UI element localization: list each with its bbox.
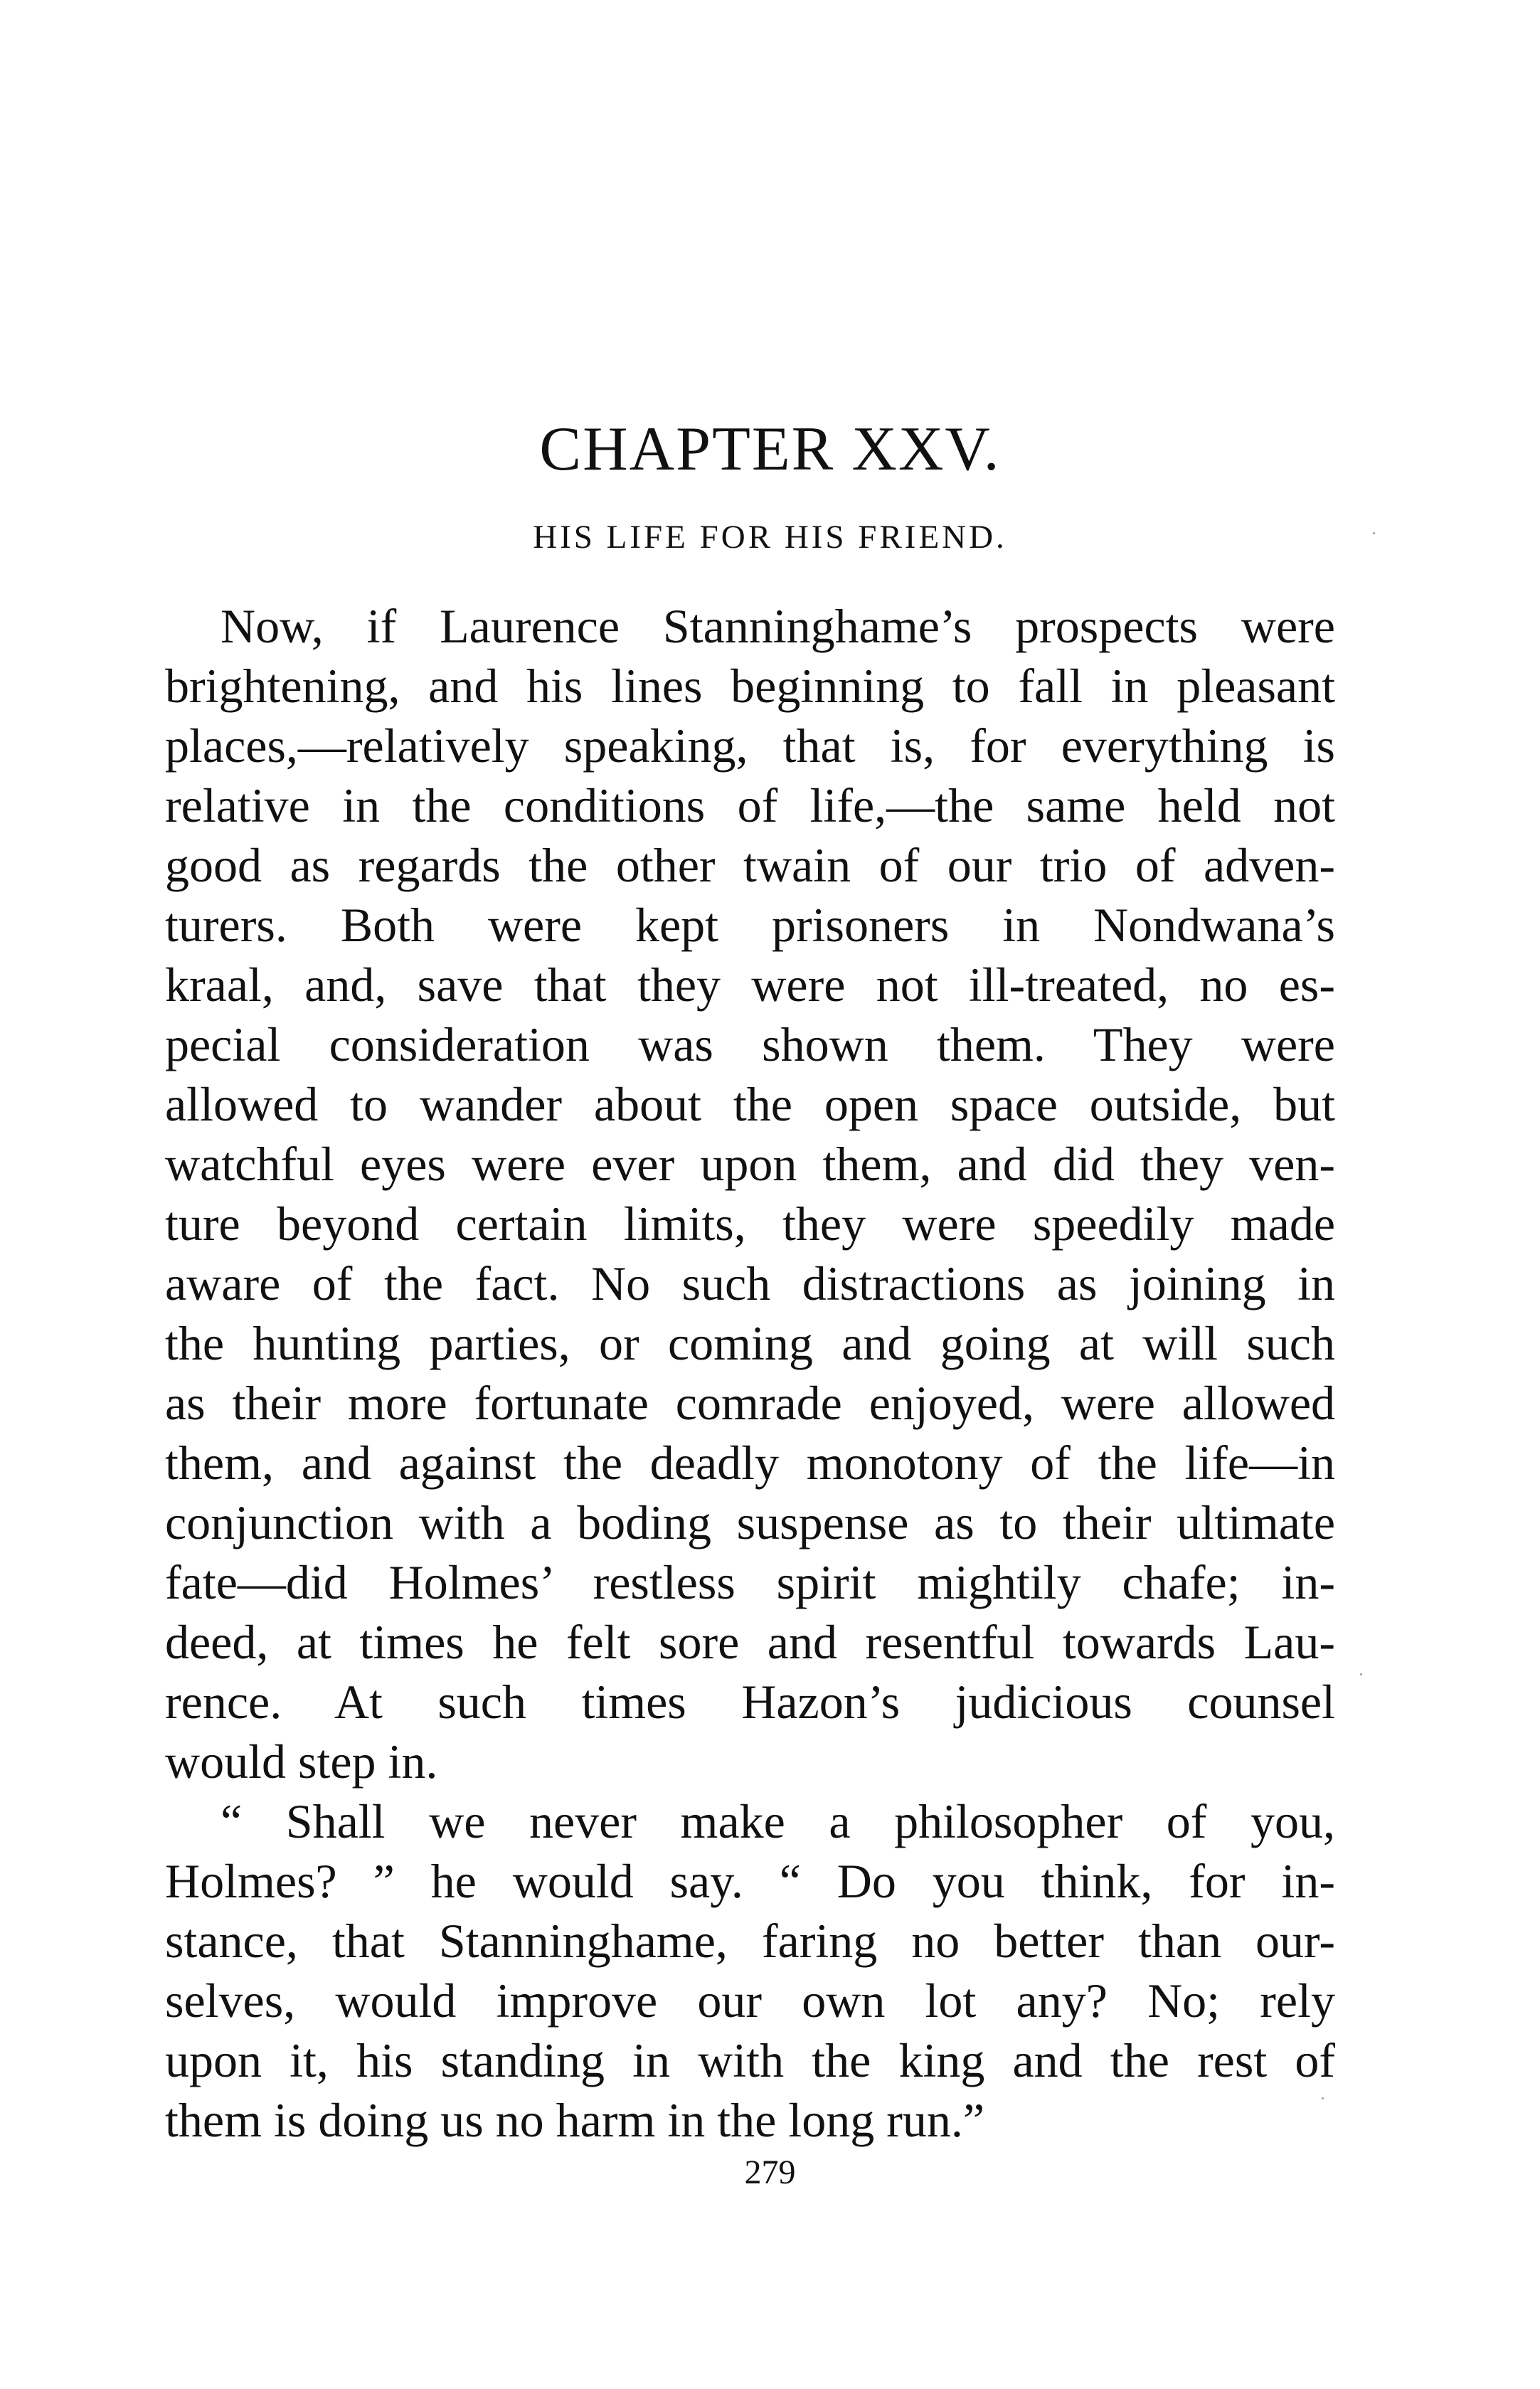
text-line: stance, that Stanninghame, faring no better than our- [165, 1914, 1335, 1968]
text-line: them is doing us no harm in the long run.” [165, 2093, 985, 2147]
chapter-title: CHAPTER XXV. [539, 415, 1001, 484]
text-line: as their more fortunate comrade enjoyed, were allowed [165, 1376, 1335, 1430]
body-text [165, 596, 1335, 2150]
text-line: ture beyond certain limits, they were speedily made [165, 1197, 1335, 1251]
text-line: Holmes? ” he would say. “ Do you think, for in- [165, 1854, 1335, 1908]
text-line: deed, at times he felt sore and resentful towards Lau- [165, 1615, 1335, 1669]
paper-speck [1373, 532, 1375, 534]
paper-speck [1360, 1673, 1362, 1675]
text-line: “ Shall we never make a philosopher of you, [221, 1794, 1335, 1848]
page-number: 279 [744, 2154, 796, 2191]
text-line: allowed to wander about the open space outside, but [165, 1077, 1335, 1131]
text-line: kraal, and, save that they were not ill-treated, no es- [165, 958, 1335, 1012]
text-line: Now, if Laurence Stanninghame’s prospects were [221, 599, 1335, 653]
text-line: conjunction with a boding suspense as to their ultimate [165, 1495, 1335, 1550]
text-line: fate—did Holmes’ restless spirit mightily chafe; in- [165, 1555, 1335, 1609]
paragraph-1 [165, 596, 1335, 1791]
text-line: places,—relatively speaking, that is, for everything is [165, 719, 1335, 773]
text-line: aware of the fact. No such distractions as joining in [165, 1256, 1335, 1310]
paragraph-2 [165, 1791, 1335, 2150]
text-line: the hunting parties, or coming and going at will such [165, 1316, 1335, 1370]
text-line: relative in the conditions of life,—the same held not [165, 778, 1335, 832]
text-line: them, and against the deadly monotony of the life—in [165, 1436, 1335, 1490]
text-line: watchful eyes were ever upon them, and did they ven- [165, 1137, 1335, 1191]
chapter-subtitle: HIS LIFE FOR HIS FRIEND. [533, 519, 1007, 556]
text-line: would step in. [165, 1734, 438, 1789]
paper-speck [1322, 2097, 1324, 2099]
text-line: brightening, and his lines beginning to fall in pleasant [165, 659, 1335, 713]
text-line: good as regards the other twain of our trio of adven- [165, 838, 1335, 892]
text-line: turers. Both were kept prisoners in Nondwana’s [165, 898, 1335, 952]
text-line: selves, would improve our own lot any? No; rely [165, 1974, 1335, 2028]
text-line: rence. At such times Hazon’s judicious counsel [165, 1675, 1335, 1729]
text-line: upon it, his standing in with the king and the rest of [165, 2033, 1335, 2087]
text-line: pecial consideration was shown them. They were [165, 1017, 1335, 1071]
